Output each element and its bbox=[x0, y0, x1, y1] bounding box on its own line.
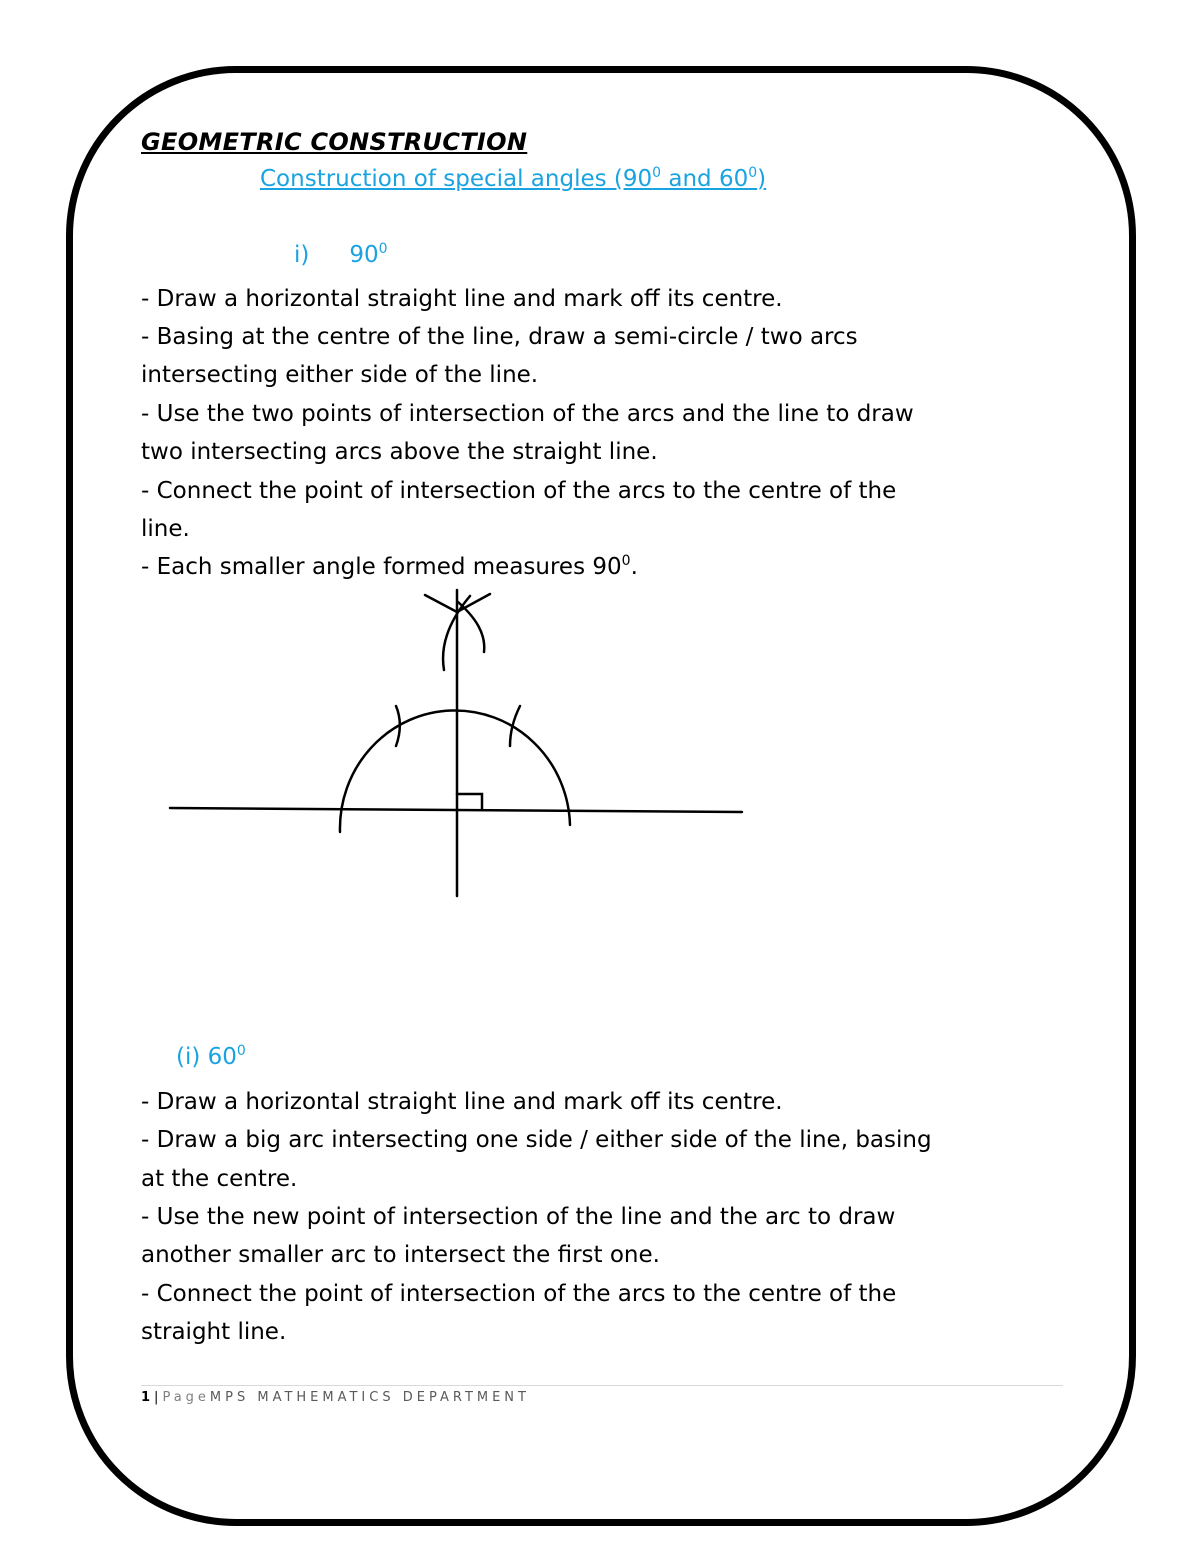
section-2-line-2: - Draw a big arc intersecting one side / either side of the line, basing bbox=[141, 1127, 932, 1153]
semicircle-arc bbox=[340, 710, 570, 832]
subtitle-sup-1: 0 bbox=[652, 165, 662, 181]
section-1-line-2: - Basing at the centre of the line, draw a semi-circle / two arcs bbox=[141, 324, 858, 350]
subtitle-sup-2: 0 bbox=[748, 165, 758, 181]
section-1-sup: 0 bbox=[378, 241, 388, 257]
section-2-line-3: at the centre. bbox=[141, 1166, 298, 1192]
section-1-line-1: - Draw a horizontal straight line and mark off its centre. bbox=[141, 286, 783, 312]
section-2-line-6: - Connect the point of intersection of the arcs to the centre of the bbox=[141, 1281, 897, 1307]
footer-separator: | bbox=[154, 1390, 163, 1405]
section-2-line-4: - Use the new point of intersection of the line and the arc to draw bbox=[141, 1204, 896, 1230]
section-1-number: 90 bbox=[349, 242, 379, 268]
section-1-last-suffix: . bbox=[630, 554, 638, 580]
footer-page-number: 1 bbox=[141, 1390, 155, 1405]
footer bbox=[141, 1390, 530, 1405]
footer-page-word: Page bbox=[162, 1390, 210, 1405]
page-title: GEOMETRIC CONSTRUCTION bbox=[141, 128, 528, 156]
section-2-line-1: - Draw a horizontal straight line and mark off its centre. bbox=[141, 1089, 783, 1115]
section-2-line-7: straight line. bbox=[141, 1319, 287, 1345]
subtitle-middle: and 60 bbox=[661, 166, 749, 192]
subtitle-suffix: ) bbox=[757, 166, 767, 192]
cross-mark-left bbox=[425, 595, 457, 612]
footer-rule bbox=[141, 1385, 1063, 1386]
footer-department: MPS MATHEMATICS DEPARTMENT bbox=[209, 1390, 530, 1405]
section-2-sup: 0 bbox=[236, 1043, 246, 1059]
right-angle-construction-diagram bbox=[160, 580, 760, 910]
right-angle-marker bbox=[457, 794, 482, 810]
section-1-label: i) bbox=[294, 242, 310, 268]
section-2-line-5: another smaller arc to intersect the first one. bbox=[141, 1242, 660, 1268]
section-1-last-prefix: - Each smaller angle formed measures 90 bbox=[141, 554, 622, 580]
subtitle bbox=[260, 166, 766, 192]
section-1-line-4: - Use the two points of intersection of the arcs and the line to draw bbox=[141, 401, 914, 427]
section-1-line-5: two intersecting arcs above the straight line. bbox=[141, 439, 658, 465]
section-1-line-7: line. bbox=[141, 516, 190, 542]
subtitle-prefix: Construction of special angles (90 bbox=[260, 166, 653, 192]
right-small-arc bbox=[510, 706, 520, 746]
section-2-heading bbox=[176, 1044, 246, 1070]
section-1-line-3: intersecting either side of the line. bbox=[141, 362, 539, 388]
section-1-last-sup: 0 bbox=[621, 553, 631, 569]
cross-mark-right bbox=[457, 594, 490, 612]
section-1-heading bbox=[294, 242, 388, 268]
section-1-line-6: - Connect the point of intersection of the arcs to the centre of the bbox=[141, 478, 897, 504]
section-2-label: (i) 60 bbox=[176, 1044, 237, 1070]
